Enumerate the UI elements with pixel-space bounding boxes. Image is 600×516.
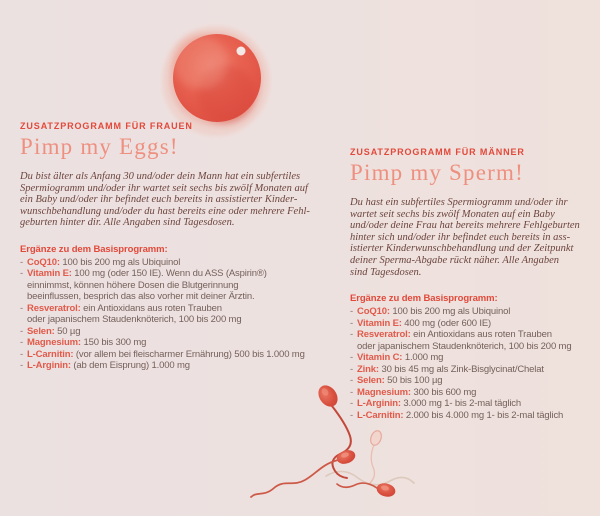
supplement-list-men [350, 306, 596, 421]
item-text: 100 mg (oder 150 IE). Wenn du ASS (Aspirin®) einnimmst, können höhere Dosen die Blutgerinnung beeinflussen, besprich das also vorher mit deiner Ärztin. [27, 268, 267, 303]
item-name: Magnesium: [357, 386, 411, 398]
item-bullet: - [20, 348, 24, 360]
supplement-list-women [20, 257, 312, 372]
item-text: 30 bis 45 mg als Zink-Bisglycinat/Chelat [381, 363, 544, 375]
item-name: Resveratrol: [357, 329, 411, 341]
item-bullet: - [350, 363, 354, 375]
list-item-coq10 [20, 257, 312, 269]
item-text: 2.000 bis 4.000 mg 1- bis 2-mal täglich [405, 409, 564, 421]
list-item-vitamin-c [350, 352, 596, 364]
item-bullet: - [20, 256, 24, 268]
list-item-vitamin-e [350, 318, 596, 330]
intro-paragraph-men: Du hast ein subfertiles Spermiogramm und/oder ihr wartet seit sechs bis zwölf Monaten auf ein Baby und/oder deine Frau hat bereits mehrere Fehlgeburten hinter sich und/oder ihr befindet euch bereits in ass- istierter Kinderwunschbehandlung und der Zeitpunkt deiner Sperma-Abgabe rückt näher. Alle Angaben sind Tagesdosen. [350, 197, 580, 278]
list-item-resveratrol [350, 329, 596, 352]
list-item-l-arginin [350, 398, 596, 410]
item-name: L-Carnitin: [357, 409, 404, 421]
item-text: 100 bis 200 mg als Ubiquinol [62, 256, 181, 268]
item-text: 1.000 mg [404, 352, 444, 364]
item-name: Vitamin C: [357, 352, 403, 364]
item-name: Magnesium: [27, 337, 81, 349]
list-item-magnesium [20, 337, 312, 349]
item-text: (ab dem Eisprung) 1.000 mg [73, 360, 190, 372]
item-text: (vor allem bei fleischarmer Ernährung) 500 bis 1.000 mg [75, 348, 305, 360]
list-item-selen [20, 326, 312, 338]
item-name: CoQ10: [27, 256, 60, 268]
item-text: 300 bis 600 mg [413, 386, 477, 398]
item-name: L-Arginin: [27, 360, 71, 372]
section-title-pimp-my-sperm: Pimp my Sperm! [350, 160, 524, 185]
item-bullet: - [20, 325, 24, 337]
list-heading-women: Ergänze zu dem Basisprogramm: [20, 243, 168, 255]
item-text: 50 µg [57, 325, 81, 337]
item-bullet: - [350, 306, 354, 318]
item-name: Selen: [357, 375, 385, 387]
item-bullet: - [20, 337, 24, 349]
item-text: ein Antioxidans aus roten Trauben oder japanischem Staudenknöterich, 100 bis 200 mg [27, 302, 242, 326]
item-name: CoQ10: [357, 306, 390, 318]
section-eyebrow-women: ZUSATZPROGRAMM FÜR FRAUEN [20, 121, 193, 131]
list-heading-men: Ergänze zu dem Basisprogramm: [350, 293, 498, 305]
list-item-vitamin-e [20, 268, 312, 303]
item-bullet: - [350, 317, 354, 329]
item-bullet: - [20, 360, 24, 372]
intro-paragraph-women: Du bist älter als Anfang 30 und/oder dein Mann hat ein subfertiles Spermiogramm und/oder ihr wartet seit sechs bis zwölf Monaten auf ein Baby und/oder ihr befindet euch bereits in assistierter Kinder- wunschbehandlung und/oder du hast bereits eine oder mehrere Fehl- geburten hinter dir. Alle Angaben sind Tagesdosen. [20, 171, 310, 229]
item-bullet: - [20, 268, 24, 280]
page-left-women [20, 121, 312, 372]
item-bullet: - [350, 398, 354, 410]
list-item-l-carnitin [20, 349, 312, 361]
list-item-coq10 [350, 306, 596, 318]
item-text: ein Antioxidans aus roten Trauben oder japanischem Staudenknöterich, 100 bis 200 mg [357, 329, 572, 352]
item-bullet: - [350, 386, 354, 398]
item-name: Vitamin E: [27, 268, 72, 280]
list-item-selen [350, 375, 596, 387]
item-text: 3.000 mg 1- bis 2-mal täglich [403, 398, 522, 410]
item-bullet: - [350, 352, 354, 364]
list-item-zink [350, 364, 596, 376]
item-name: Resveratrol: [27, 302, 81, 314]
section-title-pimp-my-eggs: Pimp my Eggs! [20, 134, 179, 159]
item-text: 100 bis 200 mg als Ubiquinol [392, 306, 511, 318]
page-right-men [350, 147, 596, 421]
list-item-magnesium [350, 387, 596, 399]
item-bullet: - [350, 409, 354, 421]
item-text: 400 mg (oder 600 IE) [404, 317, 492, 329]
section-eyebrow-men: ZUSATZPROGRAMM FÜR MÄNNER [350, 147, 525, 157]
item-bullet: - [350, 329, 354, 341]
item-text: 50 bis 100 µg [387, 375, 443, 387]
list-item-l-carnitin [350, 410, 596, 422]
item-bullet: - [20, 302, 24, 314]
item-text: 150 bis 300 mg [83, 337, 147, 349]
item-name: L-Carnitin: [27, 348, 74, 360]
list-item-l-arginin [20, 360, 312, 372]
item-name: Selen: [27, 325, 55, 337]
item-name: Zink: [357, 363, 379, 375]
item-name: L-Arginin: [357, 398, 401, 410]
list-item-resveratrol [20, 303, 312, 326]
item-name: Vitamin E: [357, 317, 402, 329]
item-bullet: - [350, 375, 354, 387]
